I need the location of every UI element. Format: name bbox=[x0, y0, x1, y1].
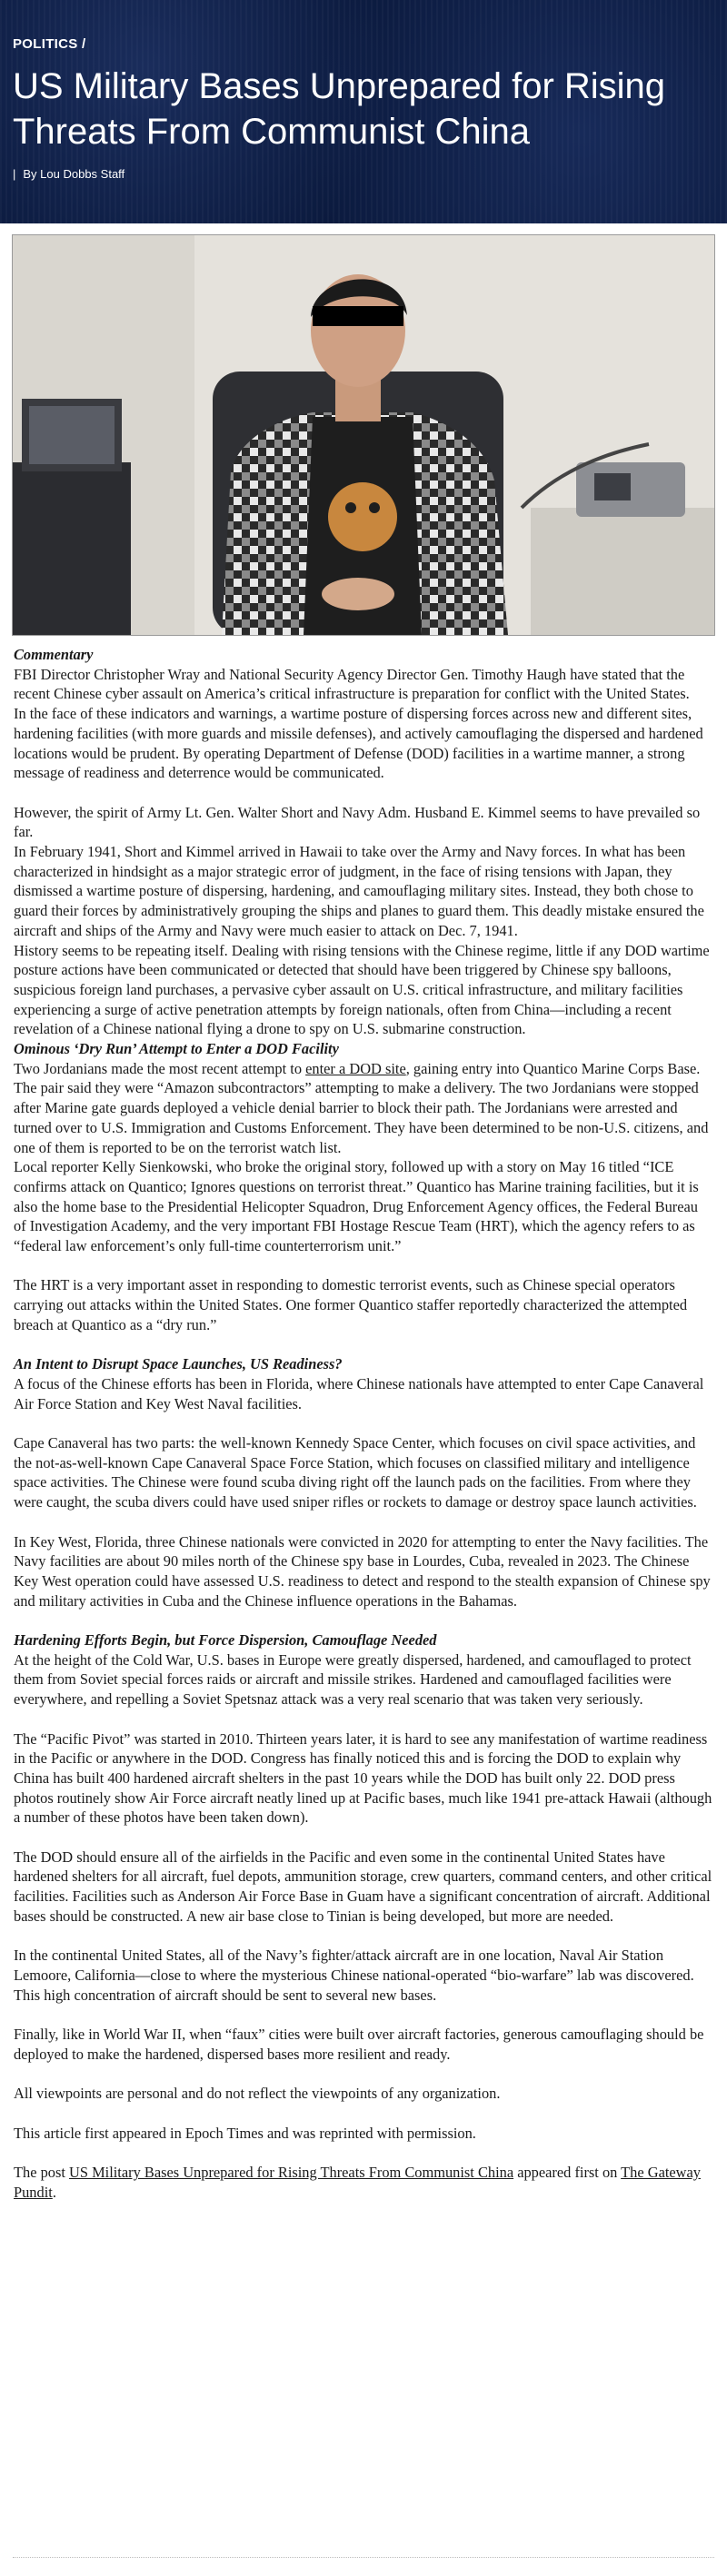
paragraph: A focus of the Chinese efforts has been in Florida, where Chinese nationals have attempted to enter Cape Canaveral Air Force Station and Key West Naval facilities. bbox=[14, 1374, 704, 1412]
article-title: US Military Bases Unprepared for Rising Threats From Communist China bbox=[13, 66, 666, 152]
suspect-photo-image bbox=[13, 235, 714, 635]
commentary-label: Commentary bbox=[14, 646, 94, 663]
byline bbox=[13, 167, 124, 181]
section-heading: An Intent to Disrupt Space Launches, US Readiness? bbox=[14, 1355, 343, 1373]
reprint-note: This article first appeared in Epoch Times and was reprinted with permission. bbox=[14, 2124, 476, 2142]
article-hero bbox=[0, 0, 727, 223]
section-heading: Ominous ‘Dry Run’ Attempt to Enter a DOD Facility bbox=[14, 1040, 339, 1058]
byline-divider: | bbox=[13, 167, 16, 181]
paragraph: However, the spirit of Army Lt. Gen. Walter Short and Navy Adm. Husband E. Kimmel seems to have prevailed so far. bbox=[14, 803, 701, 841]
paragraph: Local reporter Kelly Sienkowski, who broke the original story, followed up with a story on May 16 titled “ICE confirms attack on Quantico; Ignores questions on terrorist threat.” Quantico has Marine training facilities, but it is also the home base to the Presidential Helicopter Squadron, Drug Enforcement Agency offices, the Federal Bureau of Investigation Academy, and the very important FBI Hostage Rescue Team (HRT), which the agency refers to as “federal law enforcement’s only full-time counterterrorism unit.” bbox=[14, 1158, 699, 1255]
gateway-pundit-link[interactable]: The Gateway Pundit bbox=[14, 2163, 701, 2201]
post-title-link[interactable]: US Military Bases Unprepared for Rising Threats From Communist China bbox=[69, 2163, 514, 2181]
paragraph: History seems to be repeating itself. Dealing with rising tensions with the Chinese regime, little if any DOD wartime posture actions have been communicated or detected that should have been triggered by Chinese spy balloons, suspicious foreign land purchases, a pervasive cyber assault on U.S. critical infrastructure, and military facilities experiencing a surge of active penetration attempts by foreign nationals, often from China—including a recent revelation of a Chinese national flying a drone to spy on U.S. submarine construction. bbox=[14, 941, 710, 1038]
paragraph: In the continental United States, all of the Navy’s fighter/attack aircraft are in one location, Naval Air Station Lemoore, California—close to where the mysterious Chinese national-operated “bio-warfare” lab was discovered. This high concentration of aircraft should be sent to several new bases. bbox=[14, 1947, 694, 2004]
footer-divider bbox=[13, 2557, 714, 2558]
paragraph: The HRT is a very important asset in responding to domestic terrorist events, such as Chinese special operators carrying out attacks within the United States. One former Quantico staffer reportedly characterized the attempted breach at Quantico as a “dry run.” bbox=[14, 1276, 688, 1333]
enter-dod-site-link[interactable]: enter a DOD site bbox=[305, 1059, 406, 1077]
article-photo bbox=[12, 234, 715, 636]
paragraph: In the face of these indicators and warnings, a wartime posture of dispersing forces across new and different sites, hardening facilities (with more guards and missile defenses), and actively camouflaging the dispersed and hardened locations would be prudent. By operating Department of Defense (DOD) facilities in a wartime manner, a strong message of readiness and deterrence would be communicated. bbox=[14, 705, 703, 782]
paragraph: In Key West, Florida, three Chinese nationals were convicted in 2020 for attempting to enter the Navy facilities. The Navy facilities are about 90 miles north of the Chinese spy base in Lourdes, Cuba, revealed in 2023. The Chinese Key West operation could have assessed U.S. readiness to detect and respond to the stealth expansion of Chinese spy and military activities in Cuba and the Chinese influence operations in the Bahamas. bbox=[14, 1532, 711, 1610]
category-breadcrumb[interactable]: POLITICS / bbox=[13, 36, 86, 52]
paragraph: The DOD should ensure all of the airfields in the Pacific and even some in the continental United States have hardened shelters for all aircraft, fuel depots, ammunition storage, crew quarters, command centers, and other critical facilities. Facilities such as Anderson Air Force Base in Guam have a significant concentration of aircraft. Additional bases should be constructed. A new air base close to Tinian is being developed, but more are needed. bbox=[14, 1848, 712, 1925]
paragraph: The “Pacific Pivot” was started in 2010. Thirteen years later, it is hard to see any manifestation of wartime readiness in the Pacific or anywhere in the DOD. Congress has finally noticed this and is forcing the DOD to explain why China has built 400 hardened aircraft shelters in the past 10 years while the DOD has built only 22. DOD press photos routinely show Air Force aircraft neatly lined up at Pacific bases, much like 1941 pre-attack Hawaii (although a number of these photos have been taken down). bbox=[14, 1729, 712, 1827]
disclaimer: All viewpoints are personal and do not reflect the viewpoints of any organization. bbox=[14, 2085, 501, 2103]
paragraph: At the height of the Cold War, U.S. bases in Europe were greatly dispersed, hardened, and camouflaged to protect them from Soviet special forces raids or aircraft and missile strikes. Hardened and camouflaged facilities were everywhere, and repelling a Soviet Spetsnaz attack was a very real scenario that was taken very seriously. bbox=[14, 1650, 692, 1709]
paragraph: Cape Canaveral has two parts: the well-known Kennedy Space Center, which focuses on civil space activities, and the not-as-well-known Cape Canaveral Space Force Station, which focuses on classified military and intelligence space activities. The Chinese were found scuba diving right off the launch pads on the facilities. From where they were caught, the scuba divers could have used sniper rifles or rockets to damage or destroy space launch activities. bbox=[14, 1434, 697, 1511]
source-note: The post US Military Bases Unprepared for Rising Threats From Communist China appeared first on The Gateway Pundit. bbox=[14, 2163, 701, 2201]
section-heading: Hardening Efforts Begin, but Force Dispersion, Camouflage Needed bbox=[14, 1631, 437, 1650]
article-body bbox=[14, 645, 713, 2202]
author-name[interactable]: By Lou Dobbs Staff bbox=[23, 167, 125, 181]
paragraph: FBI Director Christopher Wray and National Security Agency Director Gen. Timothy Haugh have stated that the recent Chinese cyber assault on America’s critical infrastructure is preparation for conflict with the United States. bbox=[14, 665, 690, 703]
paragraph: Finally, like in World War II, when “faux” cities were built over aircraft factories, generous camouflaging should be deployed to make the hardened, dispersed bases more resilient and ready. bbox=[14, 2026, 704, 2063]
paragraph: Two Jordanians made the most recent attempt to enter a DOD site, gaining entry into Quantico Marine Corps Base. The pair said they were “Amazon subcontractors” attempting to make a delivery. The two Jordanians were stopped after Marine gate guards deployed a vehicle denial barrier to block their path. The Jordanians were arrested and turned over to U.S. Immigration and Customs Enforcement. They have been determined to be non-U.S. citizens, and one of them is reported to be on the terrorist watch list. bbox=[14, 1059, 709, 1156]
paragraph: In February 1941, Short and Kimmel arrived in Hawaii to take over the Army and Navy forces. In what has been characterized in hindsight as a major strategic error of judgment, in the face of rising tensions with Japan, they dismissed a wartime posture of dispersing, hardening, and camouflaging military sites. Instead, they both chose to guard their forces by administratively grouping the ships and planes to guard them. This deadly mistake ensured the aircraft and ships of the Army and Navy were much easier to attack on Dec. 7, 1941. bbox=[14, 843, 704, 939]
